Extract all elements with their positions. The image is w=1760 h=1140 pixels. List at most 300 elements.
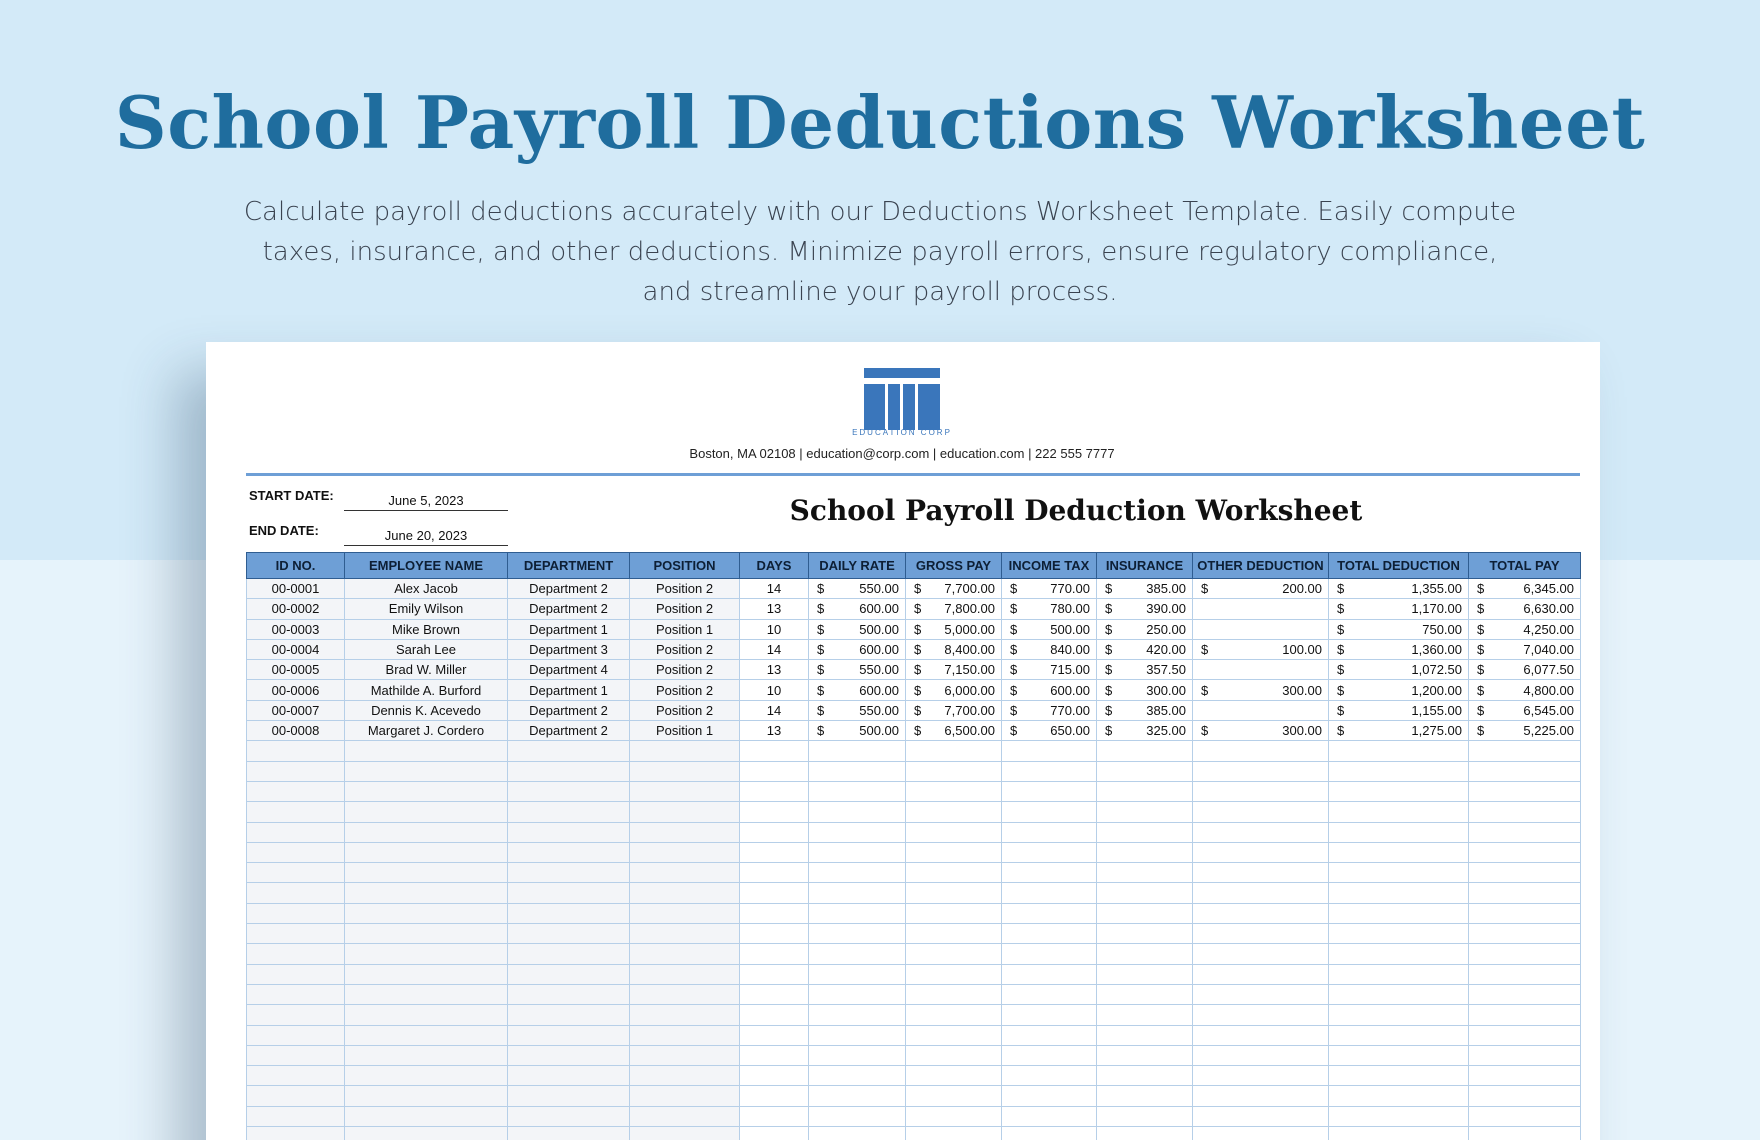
cell-total_pay[interactable] <box>1469 1025 1581 1045</box>
cell-other[interactable] <box>1193 781 1329 801</box>
cell-days[interactable]: 14 <box>740 639 809 659</box>
cell-total_ded[interactable] <box>1329 1127 1469 1140</box>
cell-ins[interactable] <box>1097 741 1193 761</box>
cell-ins[interactable] <box>1097 721 1193 741</box>
cell-ins[interactable] <box>1097 822 1193 842</box>
cell-ins[interactable] <box>1097 599 1193 619</box>
cell-dept[interactable] <box>508 1066 630 1086</box>
cell-pos[interactable] <box>630 741 740 761</box>
cell-other[interactable] <box>1193 639 1329 659</box>
cell-id[interactable] <box>247 1066 345 1086</box>
cell-name[interactable] <box>345 1025 508 1045</box>
cell-days[interactable]: 14 <box>740 579 809 599</box>
cell-pos[interactable] <box>630 984 740 1004</box>
cell-gross[interactable] <box>906 1086 1002 1106</box>
cell-rate[interactable] <box>809 883 906 903</box>
cell-total_ded[interactable] <box>1329 944 1469 964</box>
cell-name[interactable] <box>345 1106 508 1126</box>
cell-total_ded[interactable] <box>1329 781 1469 801</box>
cell-rate[interactable] <box>809 579 906 599</box>
cell-days[interactable] <box>740 781 809 801</box>
cell-rate[interactable] <box>809 1106 906 1126</box>
cell-days[interactable] <box>740 984 809 1004</box>
cell-total_ded[interactable] <box>1329 741 1469 761</box>
cell-total_pay[interactable] <box>1469 802 1581 822</box>
cell-days[interactable]: 10 <box>740 680 809 700</box>
cell-tax[interactable] <box>1002 761 1097 781</box>
cell-dept[interactable] <box>508 1025 630 1045</box>
cell-gross[interactable] <box>906 599 1002 619</box>
cell-dept[interactable]: Department 2 <box>508 700 630 720</box>
cell-pos[interactable] <box>630 944 740 964</box>
cell-id[interactable] <box>247 964 345 984</box>
cell-days[interactable] <box>740 1066 809 1086</box>
cell-id[interactable] <box>247 883 345 903</box>
cell-rate[interactable] <box>809 842 906 862</box>
cell-ins[interactable] <box>1097 944 1193 964</box>
cell-gross[interactable] <box>906 924 1002 944</box>
cell-name[interactable] <box>345 1045 508 1065</box>
cell-tax[interactable] <box>1002 944 1097 964</box>
cell-pos[interactable] <box>630 761 740 781</box>
cell-rate[interactable] <box>809 802 906 822</box>
cell-total_ded[interactable] <box>1329 721 1469 741</box>
cell-rate[interactable] <box>809 761 906 781</box>
cell-pos[interactable] <box>630 781 740 801</box>
cell-name[interactable] <box>345 781 508 801</box>
cell-name[interactable] <box>345 924 508 944</box>
cell-days[interactable] <box>740 903 809 923</box>
cell-total_pay[interactable] <box>1469 944 1581 964</box>
cell-tax[interactable] <box>1002 599 1097 619</box>
cell-other[interactable] <box>1193 680 1329 700</box>
cell-dept[interactable] <box>508 741 630 761</box>
cell-pos[interactable] <box>630 1066 740 1086</box>
cell-total_ded[interactable] <box>1329 984 1469 1004</box>
cell-total_ded[interactable] <box>1329 1025 1469 1045</box>
cell-dept[interactable] <box>508 944 630 964</box>
cell-ins[interactable] <box>1097 639 1193 659</box>
cell-id[interactable] <box>247 924 345 944</box>
cell-id[interactable] <box>247 802 345 822</box>
cell-ins[interactable] <box>1097 660 1193 680</box>
cell-rate[interactable] <box>809 984 906 1004</box>
cell-tax[interactable] <box>1002 1106 1097 1126</box>
cell-name[interactable] <box>345 761 508 781</box>
cell-other[interactable] <box>1193 903 1329 923</box>
cell-id[interactable] <box>247 903 345 923</box>
cell-other[interactable] <box>1193 842 1329 862</box>
cell-rate[interactable] <box>809 781 906 801</box>
cell-rate[interactable] <box>809 619 906 639</box>
cell-days[interactable] <box>740 1045 809 1065</box>
cell-pos[interactable]: Position 2 <box>630 639 740 659</box>
cell-tax[interactable] <box>1002 822 1097 842</box>
cell-id[interactable]: 00-0004 <box>247 639 345 659</box>
cell-rate[interactable] <box>809 1086 906 1106</box>
cell-total_pay[interactable] <box>1469 964 1581 984</box>
cell-dept[interactable] <box>508 1086 630 1106</box>
cell-tax[interactable] <box>1002 984 1097 1004</box>
cell-pos[interactable] <box>630 1025 740 1045</box>
cell-days[interactable] <box>740 761 809 781</box>
cell-rate[interactable] <box>809 1127 906 1140</box>
cell-gross[interactable] <box>906 1066 1002 1086</box>
cell-rate[interactable] <box>809 1045 906 1065</box>
cell-gross[interactable] <box>906 1127 1002 1140</box>
cell-gross[interactable] <box>906 863 1002 883</box>
cell-total_ded[interactable] <box>1329 1005 1469 1025</box>
cell-total_ded[interactable] <box>1329 619 1469 639</box>
cell-total_pay[interactable] <box>1469 1086 1581 1106</box>
cell-ins[interactable] <box>1097 579 1193 599</box>
cell-id[interactable] <box>247 781 345 801</box>
cell-days[interactable] <box>740 842 809 862</box>
cell-days[interactable] <box>740 822 809 842</box>
cell-tax[interactable] <box>1002 680 1097 700</box>
cell-tax[interactable] <box>1002 903 1097 923</box>
cell-total_ded[interactable] <box>1329 1106 1469 1126</box>
cell-total_pay[interactable] <box>1469 883 1581 903</box>
cell-other[interactable] <box>1193 721 1329 741</box>
cell-other[interactable] <box>1193 619 1329 639</box>
cell-id[interactable] <box>247 1086 345 1106</box>
cell-name[interactable]: Mathilde A. Burford <box>345 680 508 700</box>
cell-pos[interactable]: Position 2 <box>630 680 740 700</box>
cell-total_ded[interactable] <box>1329 639 1469 659</box>
cell-rate[interactable] <box>809 660 906 680</box>
cell-name[interactable] <box>345 1086 508 1106</box>
cell-total_pay[interactable] <box>1469 700 1581 720</box>
cell-id[interactable] <box>247 842 345 862</box>
cell-gross[interactable] <box>906 781 1002 801</box>
cell-days[interactable]: 10 <box>740 619 809 639</box>
cell-ins[interactable] <box>1097 619 1193 639</box>
cell-tax[interactable] <box>1002 700 1097 720</box>
cell-total_ded[interactable] <box>1329 883 1469 903</box>
cell-pos[interactable] <box>630 903 740 923</box>
cell-id[interactable]: 00-0008 <box>247 721 345 741</box>
cell-rate[interactable] <box>809 721 906 741</box>
cell-ins[interactable] <box>1097 1005 1193 1025</box>
cell-total_pay[interactable] <box>1469 761 1581 781</box>
cell-gross[interactable] <box>906 1106 1002 1126</box>
cell-days[interactable] <box>740 1127 809 1140</box>
cell-total_pay[interactable] <box>1469 924 1581 944</box>
cell-days[interactable] <box>740 964 809 984</box>
cell-dept[interactable] <box>508 1005 630 1025</box>
cell-ins[interactable] <box>1097 1086 1193 1106</box>
cell-other[interactable] <box>1193 741 1329 761</box>
cell-name[interactable] <box>345 1066 508 1086</box>
cell-total_ded[interactable] <box>1329 903 1469 923</box>
cell-total_pay[interactable] <box>1469 619 1581 639</box>
cell-tax[interactable] <box>1002 721 1097 741</box>
cell-other[interactable] <box>1193 944 1329 964</box>
cell-gross[interactable] <box>906 802 1002 822</box>
cell-id[interactable] <box>247 1005 345 1025</box>
cell-tax[interactable] <box>1002 1045 1097 1065</box>
cell-other[interactable] <box>1193 924 1329 944</box>
cell-tax[interactable] <box>1002 842 1097 862</box>
cell-days[interactable]: 13 <box>740 599 809 619</box>
cell-pos[interactable] <box>630 1127 740 1140</box>
cell-pos[interactable]: Position 2 <box>630 579 740 599</box>
cell-dept[interactable] <box>508 1127 630 1140</box>
cell-rate[interactable] <box>809 639 906 659</box>
cell-ins[interactable] <box>1097 883 1193 903</box>
cell-dept[interactable]: Department 2 <box>508 721 630 741</box>
cell-pos[interactable] <box>630 842 740 862</box>
cell-dept[interactable] <box>508 781 630 801</box>
cell-dept[interactable] <box>508 863 630 883</box>
cell-total_ded[interactable] <box>1329 660 1469 680</box>
cell-total_pay[interactable] <box>1469 781 1581 801</box>
cell-dept[interactable]: Department 3 <box>508 639 630 659</box>
cell-total_ded[interactable] <box>1329 579 1469 599</box>
cell-tax[interactable] <box>1002 660 1097 680</box>
cell-id[interactable] <box>247 1025 345 1045</box>
cell-dept[interactable] <box>508 984 630 1004</box>
cell-dept[interactable]: Department 1 <box>508 680 630 700</box>
cell-tax[interactable] <box>1002 639 1097 659</box>
cell-tax[interactable] <box>1002 883 1097 903</box>
cell-pos[interactable] <box>630 964 740 984</box>
cell-total_pay[interactable] <box>1469 721 1581 741</box>
cell-gross[interactable] <box>906 944 1002 964</box>
cell-name[interactable]: Mike Brown <box>345 619 508 639</box>
cell-other[interactable] <box>1193 822 1329 842</box>
cell-dept[interactable]: Department 1 <box>508 619 630 639</box>
cell-pos[interactable] <box>630 1086 740 1106</box>
cell-total_ded[interactable] <box>1329 842 1469 862</box>
cell-id[interactable] <box>247 944 345 964</box>
cell-total_ded[interactable] <box>1329 761 1469 781</box>
cell-days[interactable] <box>740 802 809 822</box>
cell-name[interactable] <box>345 903 508 923</box>
cell-id[interactable] <box>247 761 345 781</box>
cell-other[interactable] <box>1193 1127 1329 1140</box>
cell-dept[interactable] <box>508 1045 630 1065</box>
cell-tax[interactable] <box>1002 924 1097 944</box>
cell-tax[interactable] <box>1002 1127 1097 1140</box>
cell-days[interactable] <box>740 1005 809 1025</box>
cell-ins[interactable] <box>1097 680 1193 700</box>
cell-pos[interactable]: Position 2 <box>630 700 740 720</box>
cell-total_ded[interactable] <box>1329 1086 1469 1106</box>
cell-ins[interactable] <box>1097 1106 1193 1126</box>
cell-name[interactable]: Emily Wilson <box>345 599 508 619</box>
cell-name[interactable] <box>345 842 508 862</box>
cell-ins[interactable] <box>1097 903 1193 923</box>
cell-total_pay[interactable] <box>1469 842 1581 862</box>
cell-name[interactable] <box>345 802 508 822</box>
cell-pos[interactable] <box>630 1005 740 1025</box>
cell-tax[interactable] <box>1002 619 1097 639</box>
cell-total_ded[interactable] <box>1329 802 1469 822</box>
cell-rate[interactable] <box>809 599 906 619</box>
cell-dept[interactable]: Department 2 <box>508 599 630 619</box>
cell-gross[interactable] <box>906 984 1002 1004</box>
cell-id[interactable]: 00-0007 <box>247 700 345 720</box>
cell-ins[interactable] <box>1097 802 1193 822</box>
cell-tax[interactable] <box>1002 964 1097 984</box>
cell-pos[interactable] <box>630 822 740 842</box>
cell-id[interactable]: 00-0006 <box>247 680 345 700</box>
cell-ins[interactable] <box>1097 842 1193 862</box>
cell-days[interactable] <box>740 1106 809 1126</box>
cell-name[interactable] <box>345 1127 508 1140</box>
cell-total_pay[interactable] <box>1469 1127 1581 1140</box>
cell-rate[interactable] <box>809 700 906 720</box>
cell-other[interactable] <box>1193 802 1329 822</box>
cell-total_pay[interactable] <box>1469 863 1581 883</box>
cell-id[interactable] <box>247 1045 345 1065</box>
cell-total_pay[interactable] <box>1469 639 1581 659</box>
cell-gross[interactable] <box>906 721 1002 741</box>
cell-pos[interactable] <box>630 924 740 944</box>
cell-name[interactable] <box>345 1005 508 1025</box>
cell-pos[interactable] <box>630 1045 740 1065</box>
cell-name[interactable]: Margaret J. Cordero <box>345 721 508 741</box>
cell-total_ded[interactable] <box>1329 1045 1469 1065</box>
cell-other[interactable] <box>1193 1045 1329 1065</box>
cell-tax[interactable] <box>1002 863 1097 883</box>
cell-other[interactable] <box>1193 1066 1329 1086</box>
cell-total_pay[interactable] <box>1469 579 1581 599</box>
cell-days[interactable] <box>740 944 809 964</box>
cell-days[interactable]: 14 <box>740 700 809 720</box>
cell-rate[interactable] <box>809 903 906 923</box>
cell-dept[interactable]: Department 4 <box>508 660 630 680</box>
cell-dept[interactable] <box>508 822 630 842</box>
cell-days[interactable] <box>740 1086 809 1106</box>
cell-name[interactable]: Brad W. Miller <box>345 660 508 680</box>
cell-dept[interactable] <box>508 761 630 781</box>
cell-ins[interactable] <box>1097 700 1193 720</box>
cell-other[interactable] <box>1193 984 1329 1004</box>
cell-rate[interactable] <box>809 822 906 842</box>
cell-ins[interactable] <box>1097 863 1193 883</box>
cell-gross[interactable] <box>906 842 1002 862</box>
cell-total_ded[interactable] <box>1329 964 1469 984</box>
cell-other[interactable] <box>1193 1025 1329 1045</box>
cell-ins[interactable] <box>1097 761 1193 781</box>
cell-ins[interactable] <box>1097 964 1193 984</box>
cell-other[interactable] <box>1193 1086 1329 1106</box>
cell-tax[interactable] <box>1002 802 1097 822</box>
cell-tax[interactable] <box>1002 1025 1097 1045</box>
cell-gross[interactable] <box>906 883 1002 903</box>
cell-rate[interactable] <box>809 964 906 984</box>
cell-total_ded[interactable] <box>1329 680 1469 700</box>
cell-rate[interactable] <box>809 1025 906 1045</box>
end-date-value[interactable]: June 20, 2023 <box>344 528 508 546</box>
cell-id[interactable] <box>247 984 345 1004</box>
cell-gross[interactable] <box>906 741 1002 761</box>
cell-total_pay[interactable] <box>1469 1106 1581 1126</box>
cell-total_pay[interactable] <box>1469 1066 1581 1086</box>
cell-total_ded[interactable] <box>1329 863 1469 883</box>
cell-days[interactable] <box>740 924 809 944</box>
cell-days[interactable] <box>740 863 809 883</box>
cell-gross[interactable] <box>906 903 1002 923</box>
cell-days[interactable]: 13 <box>740 721 809 741</box>
cell-name[interactable] <box>345 944 508 964</box>
cell-dept[interactable] <box>508 883 630 903</box>
cell-name[interactable]: Dennis K. Acevedo <box>345 700 508 720</box>
cell-tax[interactable] <box>1002 1066 1097 1086</box>
cell-total_ded[interactable] <box>1329 1066 1469 1086</box>
cell-other[interactable] <box>1193 660 1329 680</box>
cell-dept[interactable] <box>508 903 630 923</box>
cell-id[interactable]: 00-0001 <box>247 579 345 599</box>
cell-id[interactable]: 00-0003 <box>247 619 345 639</box>
cell-ins[interactable] <box>1097 1127 1193 1140</box>
cell-other[interactable] <box>1193 1005 1329 1025</box>
cell-gross[interactable] <box>906 1005 1002 1025</box>
cell-gross[interactable] <box>906 660 1002 680</box>
cell-id[interactable] <box>247 822 345 842</box>
cell-gross[interactable] <box>906 761 1002 781</box>
cell-total_pay[interactable] <box>1469 680 1581 700</box>
cell-ins[interactable] <box>1097 1066 1193 1086</box>
cell-pos[interactable]: Position 2 <box>630 599 740 619</box>
cell-name[interactable] <box>345 984 508 1004</box>
cell-tax[interactable] <box>1002 781 1097 801</box>
cell-other[interactable] <box>1193 579 1329 599</box>
cell-total_pay[interactable] <box>1469 741 1581 761</box>
cell-total_ded[interactable] <box>1329 700 1469 720</box>
cell-other[interactable] <box>1193 863 1329 883</box>
cell-ins[interactable] <box>1097 924 1193 944</box>
cell-ins[interactable] <box>1097 781 1193 801</box>
cell-total_pay[interactable] <box>1469 660 1581 680</box>
cell-tax[interactable] <box>1002 741 1097 761</box>
cell-total_pay[interactable] <box>1469 903 1581 923</box>
cell-tax[interactable] <box>1002 1086 1097 1106</box>
cell-name[interactable] <box>345 883 508 903</box>
cell-rate[interactable] <box>809 1005 906 1025</box>
cell-tax[interactable] <box>1002 579 1097 599</box>
cell-tax[interactable] <box>1002 1005 1097 1025</box>
cell-id[interactable]: 00-0002 <box>247 599 345 619</box>
cell-id[interactable]: 00-0005 <box>247 660 345 680</box>
cell-total_pay[interactable] <box>1469 984 1581 1004</box>
cell-gross[interactable] <box>906 1045 1002 1065</box>
cell-total_pay[interactable] <box>1469 1005 1581 1025</box>
cell-dept[interactable] <box>508 1106 630 1126</box>
cell-pos[interactable] <box>630 802 740 822</box>
cell-dept[interactable] <box>508 842 630 862</box>
cell-gross[interactable] <box>906 680 1002 700</box>
cell-name[interactable] <box>345 741 508 761</box>
cell-rate[interactable] <box>809 863 906 883</box>
cell-gross[interactable] <box>906 579 1002 599</box>
cell-other[interactable] <box>1193 1106 1329 1126</box>
cell-name[interactable]: Alex Jacob <box>345 579 508 599</box>
cell-pos[interactable] <box>630 863 740 883</box>
cell-pos[interactable]: Position 1 <box>630 619 740 639</box>
cell-other[interactable] <box>1193 761 1329 781</box>
cell-dept[interactable] <box>508 802 630 822</box>
cell-ins[interactable] <box>1097 1045 1193 1065</box>
cell-gross[interactable] <box>906 1025 1002 1045</box>
cell-rate[interactable] <box>809 680 906 700</box>
cell-days[interactable] <box>740 1025 809 1045</box>
cell-other[interactable] <box>1193 883 1329 903</box>
cell-rate[interactable] <box>809 944 906 964</box>
